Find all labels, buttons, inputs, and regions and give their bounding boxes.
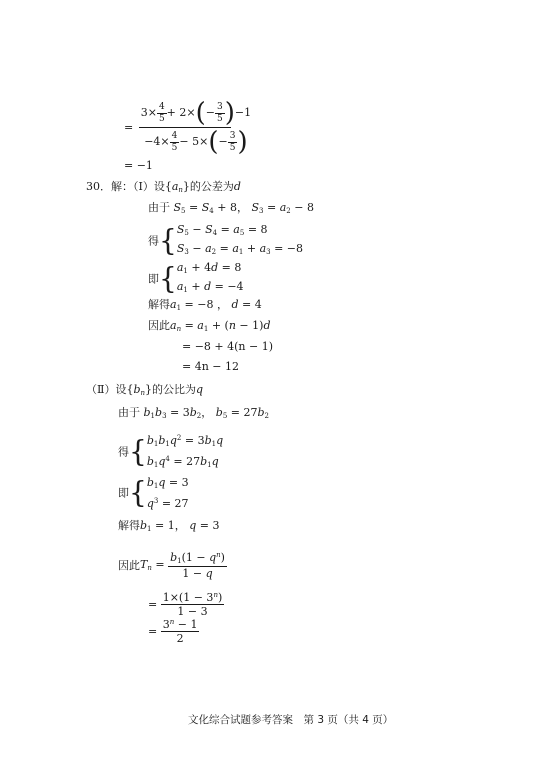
solve-line-2: 解得$b_1 = 1$， q = 3 (118, 519, 220, 533)
system-1: 得{ $S_5 - S_4 = a_5 = 8$ $S_3 - a_2 = a_1 + a_3 = -8$ (148, 223, 304, 258)
system-4-prefix: 即 (118, 486, 129, 500)
tn-formula: 因此$T_n$ = $\frac{b_1(1 - q^n)}{1 - q}$ (118, 551, 225, 580)
q30-label-tail: 的公差为 (189, 180, 234, 193)
given-line-1: 由于 $S_5 = S_4 + 8$， $S_3 = a_2 - 8$ (148, 201, 314, 215)
q30-label: 30．解：（Ⅰ）设 (86, 180, 165, 193)
page-footer: 文化综合试题参考答案 第 3 页（共 4 页） (188, 714, 394, 726)
solve-label-2: 解得 (118, 519, 140, 532)
part2-heading: （Ⅱ）设$\{b_n\}$的公比为q (86, 383, 204, 397)
an-step-3: = 4n − 12 (182, 360, 240, 373)
continued-expression: = 3× $\frac{4}{5}$ + 2×(− $\frac{3}{5}$ )−1 −4× $\frac{4}{5}$ − 5×(− $\frac{3}{5}$ ) (124, 98, 252, 157)
q30-heading: 30．解：（Ⅰ）设$\{a_n\}$的公差为d (86, 180, 241, 194)
tn-step-2: = $\frac{1\times(1 - 3^n)}{1 - 3}$ (148, 591, 223, 618)
part2-label: （Ⅱ）设 (86, 383, 127, 396)
system-2-prefix: 即 (148, 272, 159, 286)
an-step-2: = −8 + 4(n − 1) (182, 340, 274, 353)
system-1-prefix: 得 (148, 234, 159, 248)
system-3: 得{ $b_1b_1q^2 = 3b_1q$ $b_1q^4 = 27b_1q$ (118, 434, 224, 469)
system-3-prefix: 得 (118, 445, 129, 459)
part2-label-tail: 的公比为 (152, 383, 197, 396)
final-result: = −1 (124, 159, 153, 172)
solve-label-1: 解得 (148, 298, 170, 311)
tn-step-3: = $\frac{3^n - 1}{2}$ (148, 618, 198, 645)
solve-line-1: 解得$a_1 = -8$ ， d = 4 (148, 298, 262, 312)
big-fraction: 3× $\frac{4}{5}$ + 2×(− $\frac{3}{5}$ )−1 −4× $\frac{4}{5}$ − 5×(− $\frac{3}{5}$ ) (140, 98, 252, 157)
an-formula: 因此$a_n = a_1 + (n - 1)d$ (148, 319, 271, 333)
therefore-label-1: 因此 (148, 319, 170, 332)
therefore-label-2: 因此 (118, 559, 140, 572)
system-2: 即{ $a_1 + 4d = 8$ $a_1 + d = -4$ (148, 261, 244, 296)
system-4: 即{ $b_1q = 3$ $q^3 = 27$ (118, 475, 189, 510)
given-line-2: 由于 $b_1b_3 = 3b_2$， $b_5 = 27b_2$ (118, 406, 270, 420)
